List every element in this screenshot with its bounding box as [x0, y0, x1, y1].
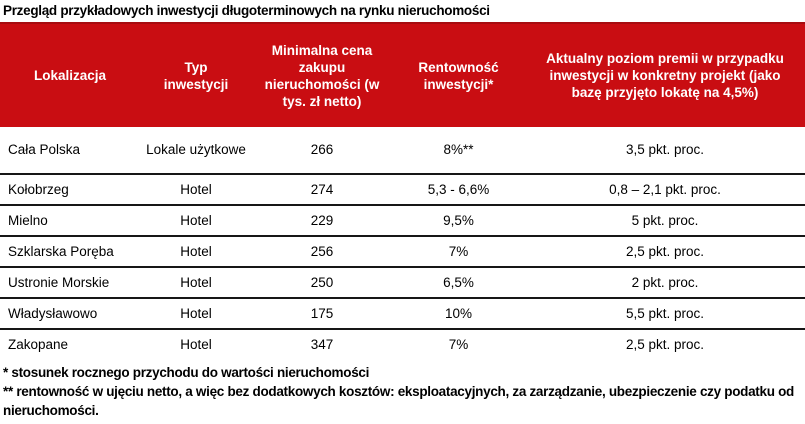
cell-premium: 2,5 pkt. proc.: [525, 236, 805, 267]
cell-location: Ustronie Morskie: [0, 267, 140, 298]
table-row: [0, 174, 805, 205]
table-row: [0, 267, 805, 298]
cell-yield: 8%**: [443, 142, 474, 157]
cell-yield: 7%: [392, 236, 525, 267]
cell-type: Lokale użytkowe: [146, 142, 246, 157]
cell-price: 250: [252, 267, 392, 298]
column-header-yield: Rentowność inwestycji*: [392, 23, 525, 127]
cell-location: Zakopane: [0, 329, 140, 359]
cell-yield: 5,3 - 6,6%: [392, 174, 525, 205]
cell-yield: 10%: [392, 298, 525, 329]
column-header-type: Typ inwestycji: [140, 23, 252, 127]
table-row: [0, 329, 805, 359]
cell-premium: 2,5 pkt. proc.: [525, 329, 805, 359]
cell-location: Cała Polska: [8, 142, 81, 157]
table-row: [0, 298, 805, 329]
cell-price: 274: [252, 174, 392, 205]
cell-location: Szklarska Poręba: [0, 236, 140, 267]
cell-price: 175: [252, 298, 392, 329]
cell-type: Hotel: [140, 267, 252, 298]
cell-type: Hotel: [140, 174, 252, 205]
cell-price: 347: [252, 329, 392, 359]
cell-premium: 2 pkt. proc.: [525, 267, 805, 298]
cell-premium: 5,5 pkt. proc.: [525, 298, 805, 329]
investments-table: [0, 22, 805, 359]
cell-location: Władysławowo: [0, 298, 140, 329]
column-header-location: Lokalizacja: [0, 23, 140, 127]
cell-type: Hotel: [140, 205, 252, 236]
cell-price: 266: [310, 142, 334, 157]
cell-premium: 0,8 – 2,1 pkt. proc.: [525, 174, 805, 205]
cell-premium: 5 pkt. proc.: [525, 205, 805, 236]
table-header: [0, 23, 805, 127]
table-row: [0, 236, 805, 267]
footnote-yield-definition: * stosunek rocznego przychodu do wartości nieruchomości: [3, 365, 370, 380]
cell-yield: 9,5%: [392, 205, 525, 236]
cell-yield: 6,5%: [392, 267, 525, 298]
table-header-row: [0, 23, 805, 127]
cell-type: Hotel: [140, 298, 252, 329]
cell-price: 229: [252, 205, 392, 236]
cell-premium: 3,5 pkt. proc.: [625, 142, 705, 157]
cell-type: Hotel: [140, 329, 252, 359]
footnote-net-yield-definition: ** rentowność w ujęciu netto, a więc bez dodatkowych kosztów: eksploatacyjnych, za zarządzanie, ubezpieczenie czy podatku od nieruchomości.: [3, 384, 795, 418]
cell-type: Hotel: [140, 236, 252, 267]
table-body: [0, 127, 805, 359]
cell-location: Kołobrzeg: [0, 174, 140, 205]
table-row: [0, 127, 805, 174]
column-header-min-price: Minimalna cena zakupu nieruchomości (w tys. zł netto): [252, 23, 392, 127]
cell-yield: 7%: [392, 329, 525, 359]
table-row: [0, 205, 805, 236]
footnotes: [0, 359, 805, 420]
cell-location: Mielno: [0, 205, 140, 236]
page-title: Przegląd przykładowych inwestycji długoterminowych na rynku nieruchomości: [3, 3, 490, 18]
column-header-premium: Aktualny poziom premii w przypadku inwestycji w konkretny projekt (jako bazę przyjęto lokatę na 4,5%): [525, 23, 805, 127]
cell-price: 256: [252, 236, 392, 267]
